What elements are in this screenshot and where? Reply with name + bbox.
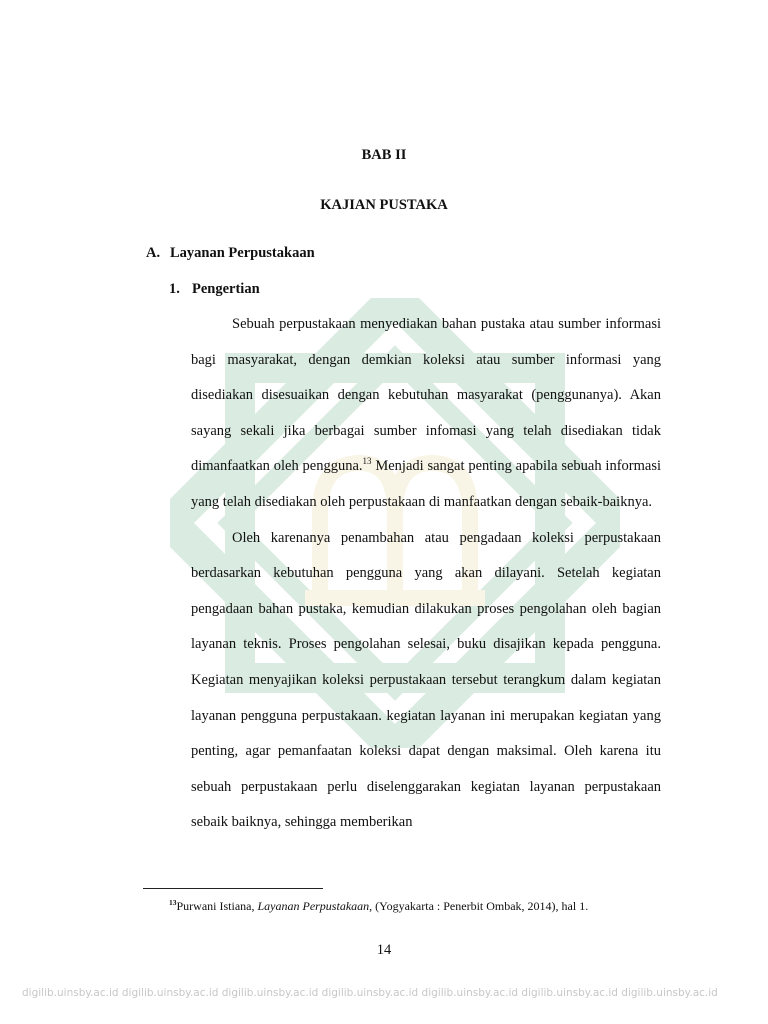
section-title: Layanan Perpustakaan bbox=[170, 245, 315, 261]
footnote bbox=[169, 899, 588, 914]
page-number: 14 bbox=[376, 942, 392, 958]
section-heading bbox=[146, 245, 315, 262]
footnote-author: Purwani Istiana, bbox=[176, 899, 258, 913]
footnote-publication: , (Yogyakarta : Penerbit Ombak, 2014), hal 1. bbox=[369, 899, 589, 913]
paragraph-1-text: Sebuah perpustakaan menyediakan bahan pustaka atau sumber informasi bagi masyarakat, dengan demkian koleksi atau sumber informasi yang disediakan disesuaikan dengan kebutuhan masyarakat (penggunanya). Akan sayang sekali jika berbagai sumber infomasi yang telah disediakan tidak dimanfaatkan oleh pengguna. bbox=[191, 316, 661, 475]
subsection-marker: 1. bbox=[169, 281, 180, 297]
subsection-title: Pengertian bbox=[192, 281, 260, 297]
paragraph-2: Oleh karenanya penambahan atau pengadaan koleksi perpustakaan berdasarkan kebutuhan pengguna yang akan dilayani. Setelah kegiatan pengadaan bahan pustaka, kemudian dilakukan proses pengolahan oleh bagian layanan teknis. Proses pengolahan selesai, buku disajikan kepada pengguna. Kegiatan menyajikan koleksi perpustakaan tersebut terangkum dalam kegiatan layanan pengguna perpustakaan. kegiatan layanan ini merupakan kegiatan yang penting, agar pemanfaatan koleksi dapat dengan maksimal. Oleh karena itu sebuah perpustakaan perlu diselenggarakan kegiatan layanan perpustakaan sebaik baiknya, sehingga memberikan bbox=[191, 529, 661, 831]
footnote-book-title: Layanan Perpustakaan bbox=[257, 899, 370, 913]
footnote-separator bbox=[143, 888, 323, 889]
footnote-number: 13 bbox=[169, 898, 177, 907]
paragraph-1 bbox=[191, 307, 661, 521]
section-marker: A. bbox=[146, 245, 161, 261]
chapter-title: KAJIAN PUSTAKA bbox=[320, 197, 448, 213]
body-text bbox=[191, 307, 661, 841]
repository-footer: digilib.uinsby.ac.id digilib.uinsby.ac.id digilib.uinsby.ac.id digilib.uinsby.ac.id digilib.uinsby.ac.id digilib.uinsby.ac.id digilib.uinsby.ac.id bbox=[22, 987, 718, 999]
paragraph-1-text-continued: Menjadi sangat penting apabila sebuah informasi yang telah disediakan oleh perpustakaan di manfaatkan dengan sebaik-baiknya. bbox=[191, 458, 661, 510]
chapter-number: BAB II bbox=[361, 147, 407, 163]
subsection-heading bbox=[169, 281, 260, 298]
footnote-reference[interactable]: 13 bbox=[362, 456, 372, 467]
